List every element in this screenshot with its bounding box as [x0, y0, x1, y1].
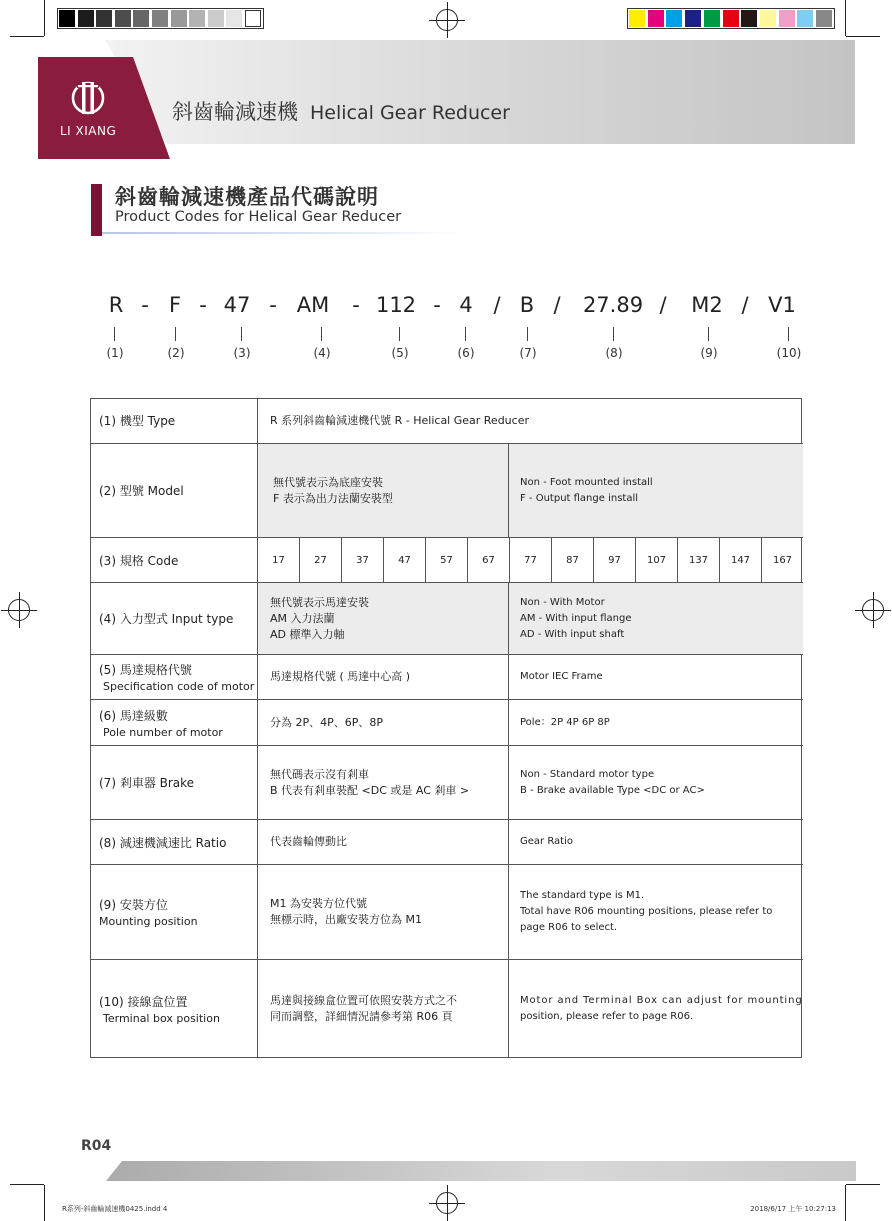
row-desc-zh	[258, 700, 509, 745]
table-row	[91, 960, 803, 1058]
code-token: -	[141, 293, 149, 317]
lixiang-logo-icon	[69, 80, 107, 116]
code-token: /	[553, 293, 561, 317]
row-desc-zh	[258, 746, 509, 819]
table-row	[91, 583, 803, 655]
code-tick	[114, 327, 115, 341]
desc-en-line: AM - With input flange	[520, 612, 632, 624]
row-desc-en	[509, 444, 803, 537]
row-label: (1) 機型 Type	[99, 414, 176, 428]
process-swatch	[685, 10, 701, 27]
desc-en-line: Motor IEC Frame	[520, 671, 603, 682]
header-band	[105, 40, 855, 144]
footer-timestamp: 2018/6/17 上午 10:27:13	[750, 1205, 836, 1213]
code-token: 47	[223, 293, 251, 317]
page-number: R04	[81, 1138, 112, 1154]
code-sizes	[258, 538, 803, 582]
code-token: -	[199, 293, 207, 317]
section-accent-bar	[91, 184, 102, 236]
row-description-text: R 系列斜齒輪減速機代號 R - Helical Gear Reducer	[270, 413, 529, 427]
code-tick	[241, 327, 242, 341]
gray-swatch	[59, 10, 75, 27]
row-label-en: Pole number of motor	[103, 725, 223, 739]
row-desc-en	[509, 865, 803, 959]
code-size-cell: 107	[636, 538, 678, 582]
footer-file-name: R系列-斜齒輪減速機0425.indd 4	[62, 1205, 168, 1213]
row-label-en: Terminal box position	[103, 1012, 220, 1025]
row-label-cell	[91, 538, 258, 582]
row-desc-en	[509, 583, 803, 654]
row-desc-en	[509, 655, 803, 699]
product-code-table	[90, 398, 802, 1058]
code-tick	[708, 327, 709, 341]
code-index: (7)	[519, 346, 537, 360]
table-row	[91, 444, 803, 538]
code-size-cell: 17	[258, 538, 300, 582]
code-index: (1)	[106, 346, 124, 360]
code-size-cell: 47	[384, 538, 426, 582]
registration-mark-right	[862, 599, 884, 621]
desc-zh-line: B 代表有剎車裝配 <DC 或是 AC 剎車 >	[270, 783, 470, 797]
desc-en-line: F - Output flange install	[520, 492, 639, 504]
row-desc-zh	[258, 960, 509, 1058]
process-swatch	[629, 10, 645, 27]
row-desc-zh	[258, 583, 509, 654]
row-desc-en	[509, 746, 803, 819]
section-title-zh: 斜齒輪減速機產品代碼說明	[115, 185, 379, 209]
desc-en-line: B - Brake available Type <DC or AC>	[520, 784, 705, 796]
gray-swatch	[189, 10, 205, 27]
desc-zh-line: AM 入力法蘭	[270, 611, 335, 625]
row-label: (9) 安裝方位	[99, 898, 168, 912]
desc-en-line: position, please refer to page R06.	[520, 1011, 694, 1022]
table-row	[91, 655, 803, 700]
row-label: (4) 入力型式 Input type	[99, 612, 234, 626]
row-label: (7) 剎車器 Brake	[99, 776, 195, 790]
row-label: (2) 型號 Model	[99, 484, 184, 498]
desc-zh-line: 馬達與接線盒位置可依照安裝方式之不	[270, 994, 457, 1007]
section-underline	[102, 232, 462, 234]
process-swatch	[741, 10, 757, 27]
gray-swatch	[78, 10, 94, 27]
desc-en-line: Non - With Motor	[520, 596, 605, 608]
gray-swatch	[152, 10, 168, 27]
desc-en-line: AD - With input shaft	[520, 628, 625, 640]
row-label-cell	[91, 700, 258, 745]
code-token: B	[519, 293, 535, 317]
code-size-cell: 57	[426, 538, 468, 582]
code-tick	[321, 327, 322, 341]
desc-zh-line: AD 標準入力軸	[270, 627, 345, 641]
code-index: (10)	[776, 346, 802, 360]
footer-band	[106, 1161, 856, 1181]
gray-swatch	[171, 10, 187, 27]
desc-zh-line: 無標示時，出廠安裝方位為 M1	[270, 913, 422, 926]
code-size-cell: 97	[594, 538, 636, 582]
gray-color-bar	[57, 8, 264, 29]
code-token: R	[108, 293, 124, 317]
row-desc-en	[509, 960, 803, 1058]
row-label-cell	[91, 655, 258, 699]
table-row	[91, 398, 803, 444]
code-token: -	[352, 293, 360, 317]
header-title-en: Helical Gear Reducer	[310, 102, 510, 124]
code-index: (4)	[313, 346, 331, 360]
row-label: (6) 馬達級數	[99, 708, 168, 723]
desc-en-line: The standard type is M1.	[520, 890, 645, 901]
code-tick	[175, 327, 176, 341]
gray-swatch	[96, 10, 112, 27]
desc-en-line: Total have R06 mounting positions, please refer to	[520, 906, 773, 917]
code-size-cell: 67	[468, 538, 510, 582]
row-label-cell	[91, 960, 258, 1058]
desc-zh-line: 分為 2P、4P、6P、8P	[270, 715, 384, 729]
code-index: (9)	[700, 346, 718, 360]
process-color-bar	[627, 8, 835, 29]
gray-swatch	[208, 10, 224, 27]
registration-mark-left	[8, 599, 30, 621]
desc-en-line: Pole：2P 4P 6P 8P	[520, 716, 610, 728]
table-row	[91, 746, 803, 820]
registration-mark-top	[436, 9, 458, 31]
gray-swatch	[115, 10, 131, 27]
desc-en-line: Non - Standard motor type	[520, 768, 655, 780]
process-swatch	[797, 10, 813, 27]
table-row	[91, 700, 803, 746]
desc-zh-line: 代表齒輪傳動比	[270, 835, 347, 848]
code-token: 112	[375, 293, 417, 317]
process-swatch	[760, 10, 776, 27]
code-token: 27.89	[582, 293, 644, 317]
code-token: /	[659, 293, 667, 317]
row-description	[258, 398, 803, 443]
row-label-cell	[91, 583, 258, 654]
code-token: /	[741, 293, 749, 317]
code-tick	[613, 327, 614, 341]
code-index: (8)	[605, 346, 623, 360]
gray-swatch	[226, 10, 242, 27]
code-index: (6)	[457, 346, 475, 360]
code-size-cell: 37	[342, 538, 384, 582]
code-size-cell: 87	[552, 538, 594, 582]
code-size-cell: 77	[510, 538, 552, 582]
code-size-cell: 147	[720, 538, 762, 582]
code-token: -	[269, 293, 277, 317]
desc-en-line: Non - Foot mounted install	[520, 476, 653, 488]
code-tick	[527, 327, 528, 341]
row-label-cell	[91, 820, 258, 864]
row-label-cell	[91, 398, 258, 443]
gray-swatch	[133, 10, 149, 27]
code-token: /	[493, 293, 501, 317]
row-label: (8) 減速機減速比 Ratio	[99, 835, 227, 850]
row-label-cell	[91, 444, 258, 537]
desc-zh-line: 無代號表示為底座安裝	[273, 475, 383, 489]
process-swatch	[704, 10, 720, 27]
row-desc-en	[509, 820, 803, 864]
gray-swatch	[245, 10, 261, 27]
row-label: (10) 接線盒位置	[99, 995, 188, 1009]
code-index: (5)	[391, 346, 409, 360]
row-desc-zh	[258, 444, 509, 537]
process-swatch	[723, 10, 739, 27]
row-label: (5) 馬達規格代號	[99, 663, 192, 677]
code-token: 4	[459, 293, 473, 317]
code-size-cell: 167	[772, 554, 793, 566]
code-token: -	[433, 293, 441, 317]
desc-en-line: Gear Ratio	[520, 836, 573, 847]
table-row	[91, 820, 803, 865]
table-row	[91, 865, 803, 960]
row-label: (3) 規格 Code	[99, 553, 179, 568]
row-label-cell	[91, 746, 258, 819]
desc-zh-line: 無代碼表示沒有剎車	[270, 767, 369, 781]
table-row	[91, 538, 803, 583]
process-swatch	[779, 10, 795, 27]
code-token: M2	[691, 293, 723, 317]
row-label-en: Specification code of motor	[103, 680, 255, 693]
desc-en-line: Motor and Terminal Box can adjust for mounting	[520, 995, 803, 1006]
code-tick	[788, 327, 789, 341]
row-desc-en	[509, 700, 803, 745]
code-index: (2)	[167, 346, 185, 360]
code-tick	[465, 327, 466, 341]
desc-zh-line: 馬達規格代號 ( 馬達中心高 )	[270, 670, 411, 683]
row-label-cell	[91, 865, 258, 959]
code-index: (3)	[233, 346, 251, 360]
code-size-cell: 137	[678, 538, 720, 582]
process-swatch	[666, 10, 682, 27]
desc-zh-line: F 表示為出力法蘭安裝型	[273, 491, 393, 505]
code-token: V1	[768, 293, 796, 317]
logo-text: LI XIANG	[60, 124, 117, 138]
row-desc-zh	[258, 655, 509, 699]
code-tick	[399, 327, 400, 341]
header-title	[172, 96, 510, 126]
desc-zh-line: 同而調整，詳細情況請參考第 R06 頁	[270, 1010, 453, 1023]
desc-zh-line: M1 為安裝方位代號	[270, 897, 367, 910]
row-label-en: Mounting position	[99, 915, 198, 928]
header-title-zh: 斜齒輪減速機	[172, 100, 298, 124]
section-title-en: Product Codes for Helical Gear Reducer	[115, 209, 402, 225]
row-desc-zh	[258, 820, 509, 864]
process-swatch	[648, 10, 664, 27]
row-desc-zh	[258, 865, 509, 959]
code-token: F	[168, 293, 182, 317]
desc-zh-line: 無代號表示馬達安裝	[270, 595, 369, 609]
desc-en-line: page R06 to select.	[520, 922, 618, 933]
registration-mark-bottom	[436, 1192, 458, 1214]
code-token: AM	[296, 293, 330, 317]
code-size-cell: 27	[300, 538, 342, 582]
process-swatch	[816, 10, 832, 27]
